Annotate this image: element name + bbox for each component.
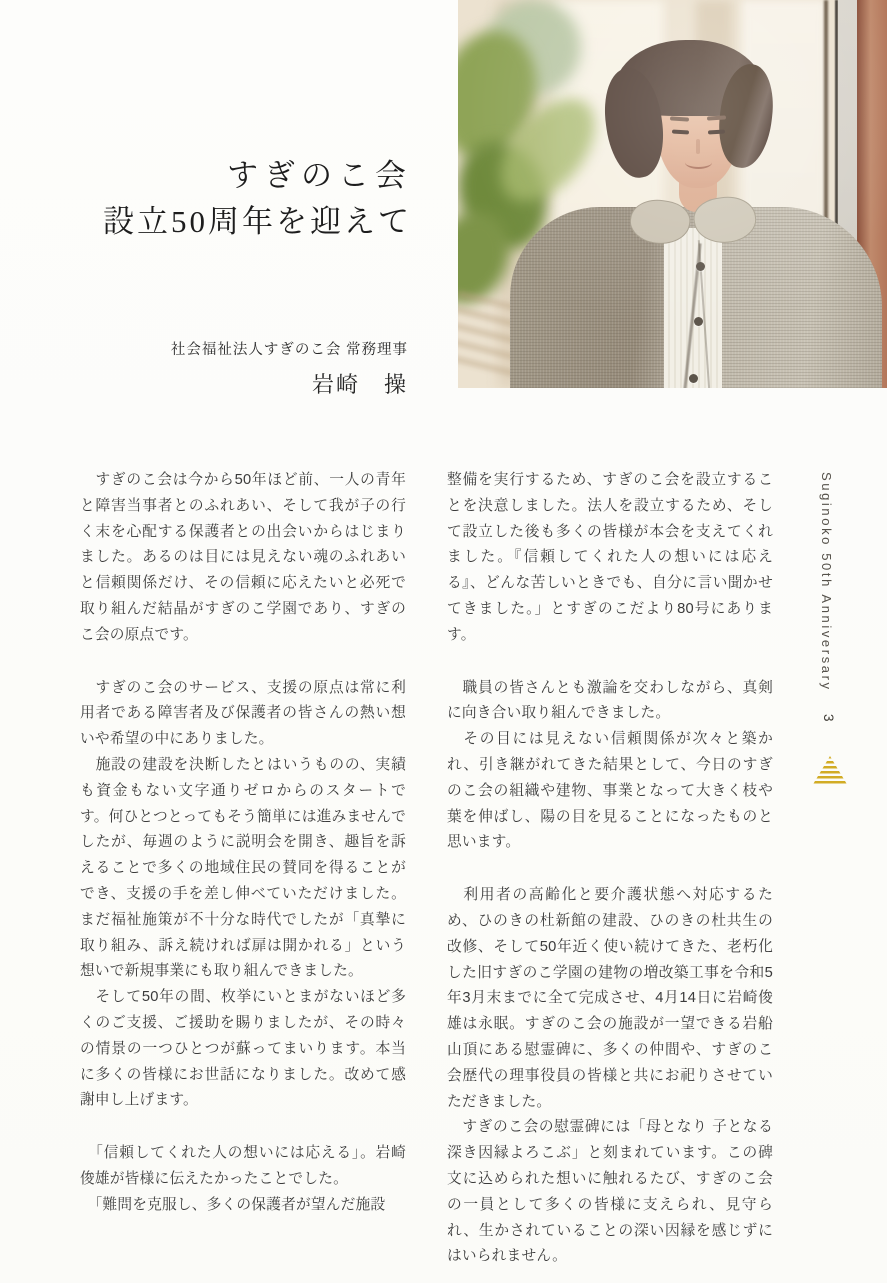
body-paragraph: すぎのこ会のサービス、支援の原点は常に利用者である障害者及び保護者の皆さんの熱い想いや希望の中にありました。 [80,679,406,748]
body-paragraph: 利用者の高齢化と要介護状態へ対応するため、ひのきの杜新館の建設、ひのきの杜共生の改修、そして50年近く使い続けてきた、老朽化した旧すぎのこ学園の建物の増改築工事を令和5年3月末までに全て完成させ、4月14日に岩崎俊雄は永眠。すぎのこ会の施設が一望できる岩船山頂にある慰霊碑に、多くの仲間や、すぎのこ会歴代の理事役員の皆様と共にお祀りさせていただきました。 [447,887,773,1110]
body-paragraph: そして50年の間、枚挙にいとまがないほど多くのご支援、ご援助を賜りましたが、その時々の情景の一つひとつが蘇ってまいります。本当に多くの皆様にお世話になりました。改めて感謝申し上げます。 [80,989,406,1109]
body-paragraph: その目には見えない信頼関係が次々と築かれ、引き継がれてきた結果として、今日のすぎのこ会の組織や建物、事業となって大きく枝や葉を伸ばし、陽の目を見ることになったものと思います。 [447,731,773,851]
title-line-2: 設立50周年を迎えて [103,203,412,239]
author-name: 岩崎 操 [311,372,408,397]
body-paragraph: すぎのこ会の慰霊碑には「母となり 子となる 深き因縁よろこぶ」と刻まれています。この碑文に込められた想いに触れるたび、すぎのこ会の一員として多くの皆様に支えられ、見守られ、生かされていることの深い因縁を感じずにはいられません。 [447,1119,773,1265]
article-column-right [447,468,773,1270]
byline [40,338,408,399]
body-paragraph: 職員の皆さんとも激論を交わしながら、真剣に向き合い取り組んできました。 [447,679,773,722]
body-paragraph: 施設の建設を決断したとはいうものの、実績も資金もない文字通りゼロからのスタートです。何ひとつとってもそう簡単には進みませんでしたが、毎週のように説明会を開き、趣旨を訴えることで多くの地域住民の賛同を得ることができ、支援の手を差し伸べていただけました。まだ福祉施策が不十分な時代でしたが「真摯に取り組み、訴え続ければ扉は開かれる」という想いで新規事業にも取り組んできました。 [80,756,406,980]
anniversary-vertical-text: Suginoko 50th Anniversary [819,472,834,692]
body-paragraph: 整備を実行するため、すぎのこ会を設立することを決意しました。法人を設立するため、そして設立した後も多くの皆様が本会を支えてくれました。『信頼してくれた人の想いには応える』、どんな苦しいときでも、自分に言い聞かせてきました。」とすぎのこだより80号にあります。 [447,472,773,643]
article-column-left [80,468,406,1219]
page-number: 3 [821,714,836,722]
triangle-logo-icon [812,756,848,786]
body-paragraph: 「難問を克服し、多くの保護者が望んだ施設 [80,1196,386,1213]
author-organization: 社会福祉法人すぎのこ会 常務理事 [170,342,408,358]
title-line-1: すぎのこ会 [227,158,412,193]
article-title [40,158,412,239]
photo-light-overlay [458,0,887,388]
body-paragraph: 「信頼してくれた人の想いには応える」。岩崎俊雄が皆様に伝えたかったことでした。 [80,1145,406,1187]
portrait-photo [458,0,887,388]
body-paragraph: すぎのこ会は今から50年ほど前、一人の青年と障害当事者とのふれあい、そして我が子の行く末を心配する保護者との出会いからはじまりました。あるのは目には見えない魂のふれあいと信頼関係だけ、その信頼に応えたいと必死で取り組んだ結晶がすぎのこ学園であり、すぎのこ会の原点です。 [80,472,406,643]
